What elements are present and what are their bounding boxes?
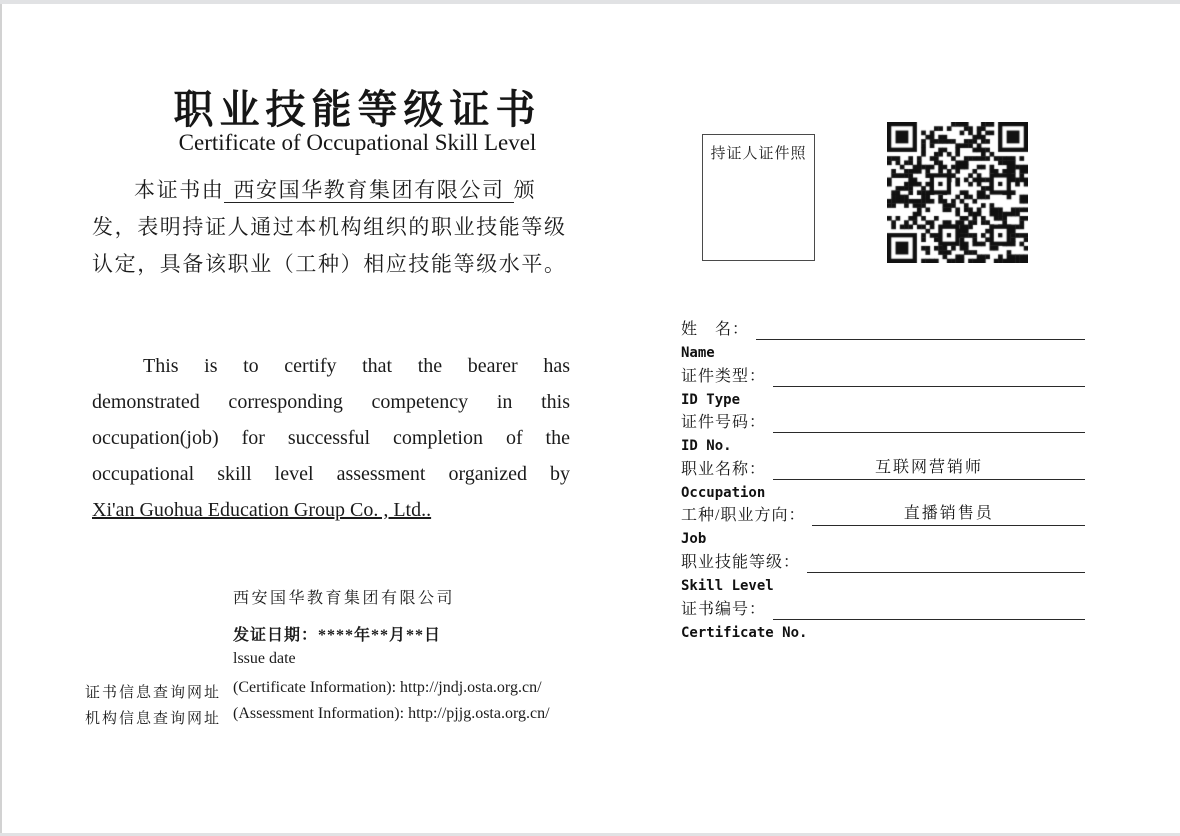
intro-zh-line3: 认定，具备该职业（工种）相应技能等级水平。 (92, 252, 567, 276)
field-label-en: ID Type (681, 391, 741, 408)
holder-photo-label: 持证人证件照 (710, 146, 807, 162)
issuer-name-en: Xi'an Guohua Education Group Co. , Ltd.. (92, 499, 432, 521)
intro-en-line: demonstrated corresponding competency in this (92, 391, 570, 413)
issuer-signature: 西安国华教育集团有限公司 (233, 590, 456, 607)
intro-paragraph-en (92, 348, 570, 528)
field-line (756, 317, 1085, 340)
certificate-query-url: (Certificate Information): http://jndj.osta.org.cn/ (233, 679, 542, 696)
intro-zh-pre: 本证书由 (134, 178, 225, 202)
field-value: 互联网营销师 (875, 458, 984, 476)
field-label-en: Certificate No. (681, 624, 808, 641)
qr-code (887, 122, 1028, 263)
field-label-zh: 证件类型： (681, 367, 767, 385)
form-row-skill-level (681, 550, 1085, 597)
issue-date-zh: 发证日期：****年**月**日 (233, 627, 442, 644)
certificate-form (681, 317, 1085, 643)
intro-en-line: This is to certify that the bearer has (143, 355, 570, 377)
field-line (773, 410, 1085, 433)
intro-zh-line1 (92, 172, 578, 209)
field-label-en: Job (681, 531, 707, 548)
field-line (773, 457, 1085, 480)
intro-paragraph-zh (92, 172, 578, 283)
form-row-id-type (681, 364, 1085, 411)
page-edge-top (0, 0, 1180, 4)
assessment-query-label: 机构信息查询网址 (85, 711, 222, 727)
field-value: 直播销售员 (903, 505, 994, 523)
intro-zh-post: 颁 (513, 178, 537, 202)
field-line (773, 597, 1085, 620)
form-row-occupation (681, 457, 1085, 504)
form-row-name (681, 317, 1085, 364)
field-label-en: ID No. (681, 438, 732, 455)
form-row-id-no (681, 410, 1085, 457)
field-label-zh: 职业名称： (681, 460, 767, 478)
intro-zh-line2: 发，表明持证人通过本机构组织的职业技能等级 (92, 215, 567, 239)
field-line (807, 550, 1085, 573)
page-edge-left (0, 4, 2, 833)
field-line (773, 364, 1085, 387)
issue-date-en: lssue date (233, 650, 296, 667)
form-row-certificate-no (681, 597, 1085, 644)
field-label-zh: 职业技能等级： (681, 553, 801, 571)
field-line (812, 503, 1085, 526)
holder-photo-placeholder (702, 134, 815, 261)
field-label-en: Skill Level (681, 577, 774, 594)
field-label-zh: 工种/职业方向： (681, 507, 806, 525)
field-label-en: Name (681, 345, 715, 361)
intro-en-line: occupational skill level assessment organized by (92, 463, 570, 485)
certificate-query-label: 证书信息查询网址 (85, 685, 222, 701)
field-label-zh: 证件号码： (681, 414, 767, 432)
form-row-job (681, 503, 1085, 550)
certificate-title-en: Certificate of Occupational Skill Level (178, 130, 537, 155)
certificate-title-zh: 职业技能等级证书 (173, 87, 542, 132)
intro-en-line: occupation(job) for successful completion of the (92, 427, 570, 449)
field-label-en: Occupation (681, 484, 766, 501)
field-label-zh: 姓 名： (681, 321, 750, 338)
assessment-query-url: (Assessment Information): http://pjjg.osta.org.cn/ (233, 705, 550, 722)
field-label-zh: 证书编号： (681, 600, 767, 618)
issuer-name-zh: 西安国华教育集团有限公司 (224, 178, 513, 203)
